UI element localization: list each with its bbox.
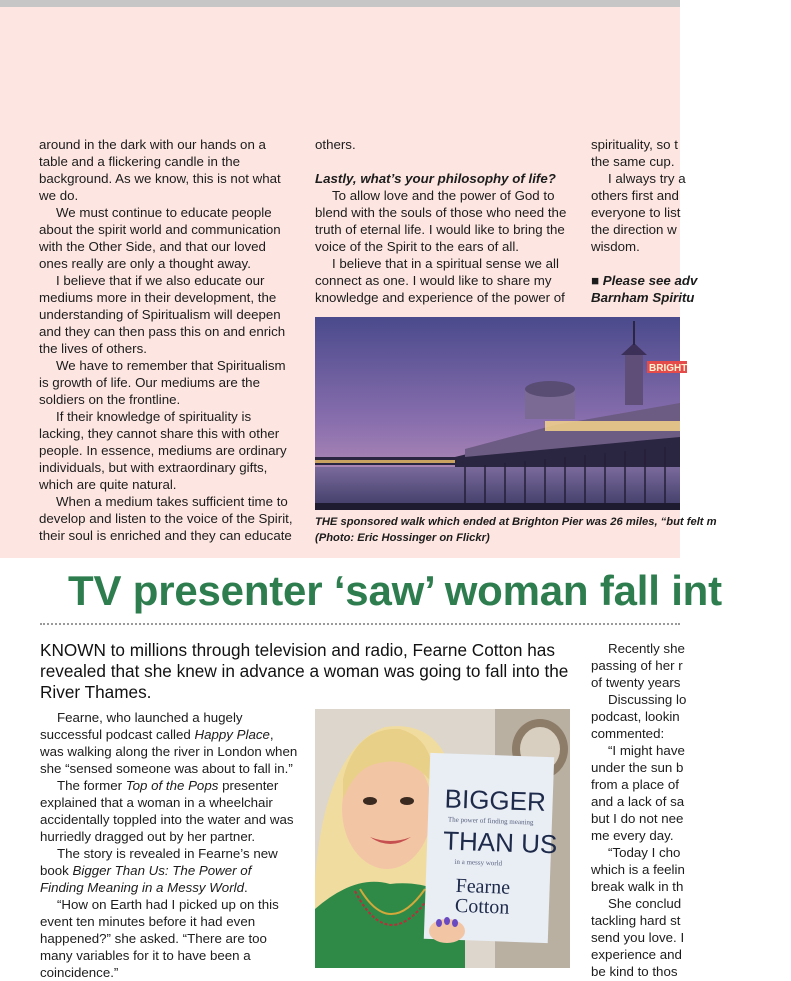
text-line: be kind to thos (591, 964, 678, 979)
text-line: passing of her r (591, 658, 683, 673)
paragraph: others. (315, 137, 356, 152)
text-line: me every day. (591, 828, 674, 843)
text-line: which is a feelin (591, 862, 685, 877)
text-line: of twenty years (591, 675, 681, 690)
text-line: She conclud (608, 896, 682, 911)
advert-note: Barnham Spiritu (591, 290, 695, 305)
photo-credit: (Photo: Eric Hossinger on Flickr) (315, 532, 490, 544)
advert-note: ■ Please see adv (591, 273, 698, 288)
text-run: Fearne, who launched a hugely successful podcast called (40, 710, 243, 742)
text-line: everyone to list (591, 205, 681, 220)
text-line: break walk in th (591, 879, 684, 894)
interview-question: Lastly, what’s your philosophy of life? (315, 171, 556, 186)
podcast-title: Happy Place (194, 727, 270, 742)
spacer (591, 255, 791, 272)
fearne-cotton-photo (315, 709, 570, 968)
show-title: Top of the Pops (125, 778, 219, 793)
top-article-column-2 (315, 136, 575, 306)
text-line: others first and (591, 188, 679, 203)
brighton-pier-photo (315, 317, 688, 510)
photo-caption (315, 514, 735, 546)
book-title: Bigger Than Us: The Power of Finding Meaning in a Messy World (40, 863, 252, 895)
text-line: podcast, lookin (591, 709, 680, 724)
caption-text: THE sponsored walk which ended at Brighton Pier was 26 miles, “but felt m (315, 516, 717, 528)
book-tagline: in a messy world (454, 857, 503, 868)
text-run: , was walking along the river in London when she “sensed someone was about to fall in.” (40, 727, 298, 776)
paragraph: When a medium takes sufficient time to develop and listen to the voice of the Spirit, their soul is enriched and they can educate (39, 494, 293, 543)
text-line: tackling hard st (591, 913, 681, 928)
top-article-column-3 (591, 136, 791, 306)
text-run: . (243, 880, 248, 895)
paragraph (40, 845, 298, 896)
text-run: The former (57, 778, 126, 793)
article-body-column-3 (591, 640, 791, 980)
paragraph: I believe that if we also educate our mediums more in their development, the understanding of Spiritualism will deepen and they can then pass this on and enrich the lives of others. (39, 273, 286, 356)
paragraph: We must continue to educate people about the spirit world and communication with the Other Side, and that our loved ones really are only a thought away. (39, 205, 281, 271)
text-line: the direction w (591, 222, 677, 237)
text-line: Discussing lo (608, 692, 687, 707)
text-run: The story is revealed in Fearne’s new book (40, 846, 278, 878)
dotted-divider (40, 623, 680, 625)
book-author-first: Fearne (455, 874, 511, 899)
paragraph: around in the dark with our hands on a table and a flickering candle in the background. As we know, this is not what we do. (39, 137, 281, 203)
paragraph: coincidence.” (40, 965, 119, 980)
text-run: presenter explained that a woman in a wheelchair accidentally toppled into the water and was hurriedly dragged out by her partner. (40, 778, 294, 844)
text-line: experience and (591, 947, 682, 962)
book-subtitle: The power of finding meaning (447, 815, 534, 827)
text-line: and a lack of sa (591, 794, 685, 809)
text-line: wisdom. (591, 239, 640, 254)
paragraph: If their knowledge of spirituality is lacking, they cannot share this with other people. In essence, mediums are ordinary individuals, but with extraordinary gifts, which are quite natural. (39, 409, 287, 492)
text-line: “I might have (608, 743, 685, 758)
article-intro: KNOWN to millions through television and radio, Fearne Cotton has revealed that she knew in advance a woman was going to fall into the River Thames. (40, 640, 569, 702)
text-line: commented: (591, 726, 665, 741)
spacer (315, 153, 575, 170)
book-title-line-1: BIGGER (444, 783, 547, 817)
book-author-last: Cotton (454, 894, 510, 919)
pier-sign: BRIGHT (649, 363, 688, 374)
top-border (0, 0, 680, 7)
article-body-column-1 (40, 709, 298, 981)
paragraph: I believe that in a spiritual sense we all connect as one. I would like to share my knowledge and experience of the power of (315, 256, 565, 305)
text-line: send you love. I (591, 930, 685, 945)
text-line: Recently she (608, 641, 685, 656)
paragraph: “How on Earth had I picked up on this event ten minutes before it had even happened?” she asked. “There are too many variables for it to have been a (40, 897, 279, 963)
text-line: from a place of (591, 777, 679, 792)
text-line: the same cup. (591, 154, 675, 169)
text-line: spirituality, so t (591, 137, 678, 152)
article-headline: TV presenter ‘saw’ woman fall int (68, 567, 722, 614)
paragraph (40, 777, 298, 845)
text-line: under the sun b (591, 760, 684, 775)
top-article-column-1 (39, 136, 297, 544)
paragraph (40, 709, 298, 777)
text-line: “Today I cho (608, 845, 681, 860)
text-line: I always try a (608, 171, 686, 186)
paragraph: We have to remember that Spiritualism is growth of life. Our mediums are the soldiers on the frontline. (39, 358, 286, 407)
paragraph: To allow love and the power of God to blend with the souls of those who need the truth of eternal life. I would like to bring the voice of the Spirit to the ears of all. (315, 188, 567, 254)
book-title-line-2: THAN US (442, 825, 558, 860)
text-line: but I do not nee (591, 811, 684, 826)
